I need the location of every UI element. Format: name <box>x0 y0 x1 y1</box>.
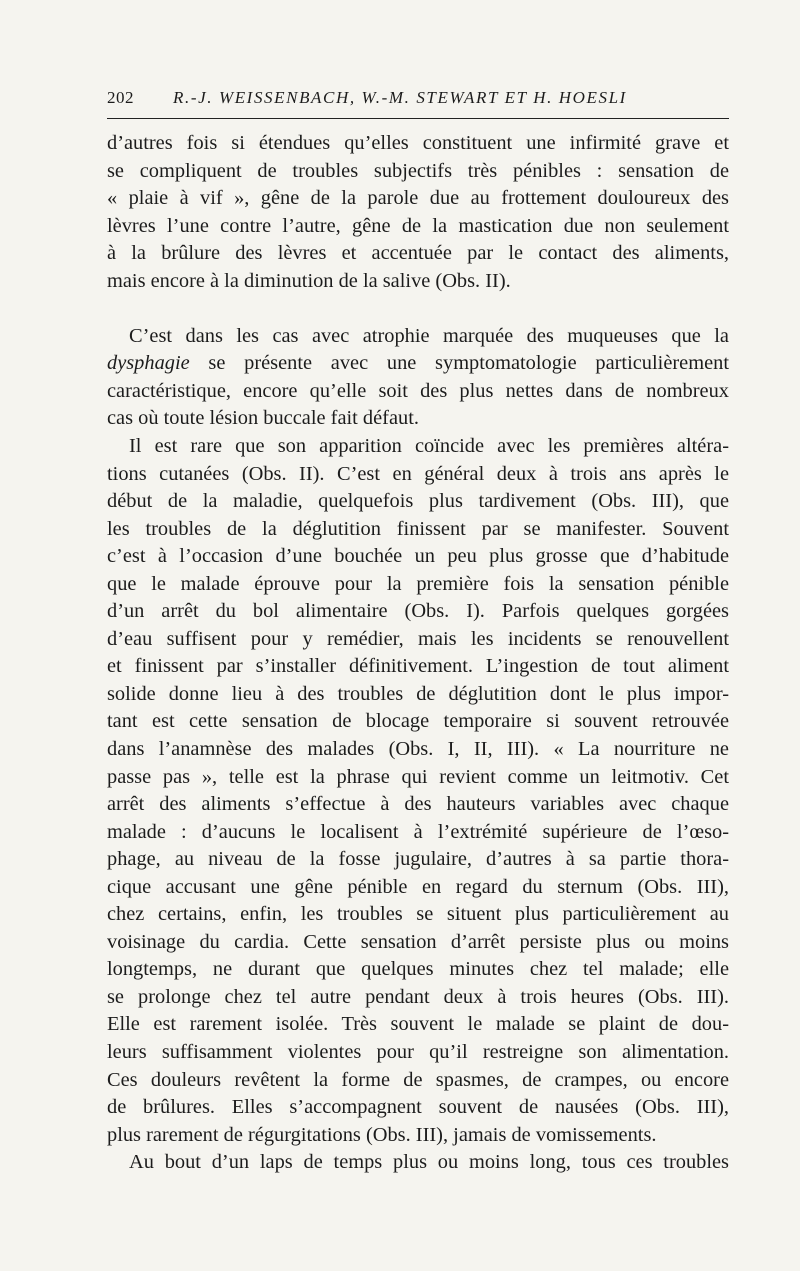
running-header <box>107 88 729 114</box>
emphasis-dysphagie: dysphagie <box>107 352 190 375</box>
text-line: phage, au niveau de la fosse jugulaire, d’autres à sa partie thora- <box>107 848 729 871</box>
text-line <box>107 350 729 378</box>
text-line: d’un arrêt du bol alimentaire (Obs. I). Parfois quelques gorgées <box>107 600 729 623</box>
header-rule <box>107 118 729 119</box>
text-line: Elle est rarement isolée. Très souvent le malade se plaint de dou- <box>107 1013 729 1036</box>
text-line: les troubles de la déglutition finissent par se manifester. Souvent <box>107 517 729 540</box>
running-head-authors: R.-J. WEISSENBACH, W.-M. STEWART ET H. HOESLI <box>173 88 627 107</box>
text-line: d’eau suffisent pour y remédier, mais les incidents se renouvellent <box>107 627 729 650</box>
text-line: se prolonge chez tel autre pendant deux à trois heures (Obs. III). <box>107 985 729 1008</box>
text-line: plus rarement de régurgitations (Obs. III), jamais de vomissements. <box>107 1123 657 1146</box>
text-line: c’est à l’occasion d’une bouchée un peu plus grosse que d’habitude <box>107 545 729 568</box>
page-number: 202 <box>107 88 134 107</box>
text-line: dans l’anamnèse des malades (Obs. I, II, III). « La nourriture ne <box>107 737 729 760</box>
paragraph-3 <box>107 433 729 1149</box>
text-line: « plaie à vif », gêne de la parole due au frottement douloureux des <box>107 187 729 210</box>
text-line: Au bout d’un laps de temps plus ou moins long, tous ces troubles <box>129 1151 729 1174</box>
text-line: et finissent par s’installer définitivement. L’ingestion de tout aliment <box>107 655 729 678</box>
text-line: passe pas », telle est la phrase qui revient comme un leitmotiv. Cet <box>107 765 729 788</box>
text-line: caractéristique, encore qu’elle soit des plus nettes dans de nombreux <box>107 379 729 402</box>
paragraph-1 <box>107 130 729 295</box>
text-line: Ces douleurs revêtent la forme de spasmes, de crampes, ou encore <box>107 1068 729 1091</box>
text-line: tant est cette sensation de blocage temporaire si souvent retrouvée <box>107 710 729 733</box>
text-line: C’est dans les cas avec atrophie marquée des muqueuses que la <box>129 324 729 347</box>
text-line: à la brûlure des lèvres et accentuée par le contact des aliments, <box>107 242 729 265</box>
text-line: voisinage du cardia. Cette sensation d’arrêt persiste plus ou moins <box>107 930 729 953</box>
text-line: que le malade éprouve pour la première fois la sensation pénible <box>107 572 729 595</box>
text-line: longtemps, ne durant que quelques minutes chez tel malade; elle <box>107 958 729 981</box>
text-line: leurs suffisamment violentes pour qu’il restreigne son alimentation. <box>107 1041 729 1063</box>
text-line: se compliquent de troubles subjectifs très pénibles : sensation de <box>107 159 729 182</box>
text-line: de brûlures. Elles s’accompagnent souvent de nausées (Obs. III), <box>107 1096 729 1119</box>
body-text <box>107 130 729 1177</box>
text-line: malade : d’aucuns le localisent à l’extrémité supérieure de l’œso- <box>107 820 729 843</box>
text-line: cas où toute lésion buccale fait défaut. <box>107 407 419 430</box>
text-line: arrêt des aliments s’effectue à des hauteurs variables avec chaque <box>107 793 729 816</box>
text-line: lèvres l’une contre l’autre, gêne de la mastication due non seulement <box>107 214 729 237</box>
text-line: début de la maladie, quelquefois plus tardivement (Obs. III), que <box>107 490 729 513</box>
text-line: d’autres fois si étendues qu’elles constituent une infirmité grave et <box>107 132 729 154</box>
text-line: mais encore à la diminution de la salive (Obs. II). <box>107 269 511 292</box>
text-line: chez certains, enfin, les troubles se situent plus particulièrement au <box>107 903 729 926</box>
text-line: Il est rare que son apparition coïncide avec les premières altéra- <box>129 434 729 457</box>
text-line: tions cutanées (Obs. II). C’est en général deux à trois ans après le <box>107 462 729 485</box>
text-line: solide donne lieu à des troubles de déglutition dont le plus impor- <box>107 682 729 705</box>
paragraph-spacer <box>107 295 729 323</box>
text-line: cique accusant une gêne pénible en regard du sternum (Obs. III), <box>107 875 729 898</box>
paragraph-2 <box>107 323 729 433</box>
paragraph-4 <box>107 1149 729 1177</box>
text-line-rest: se présente avec une symptomatologie particulièrement <box>189 352 729 375</box>
